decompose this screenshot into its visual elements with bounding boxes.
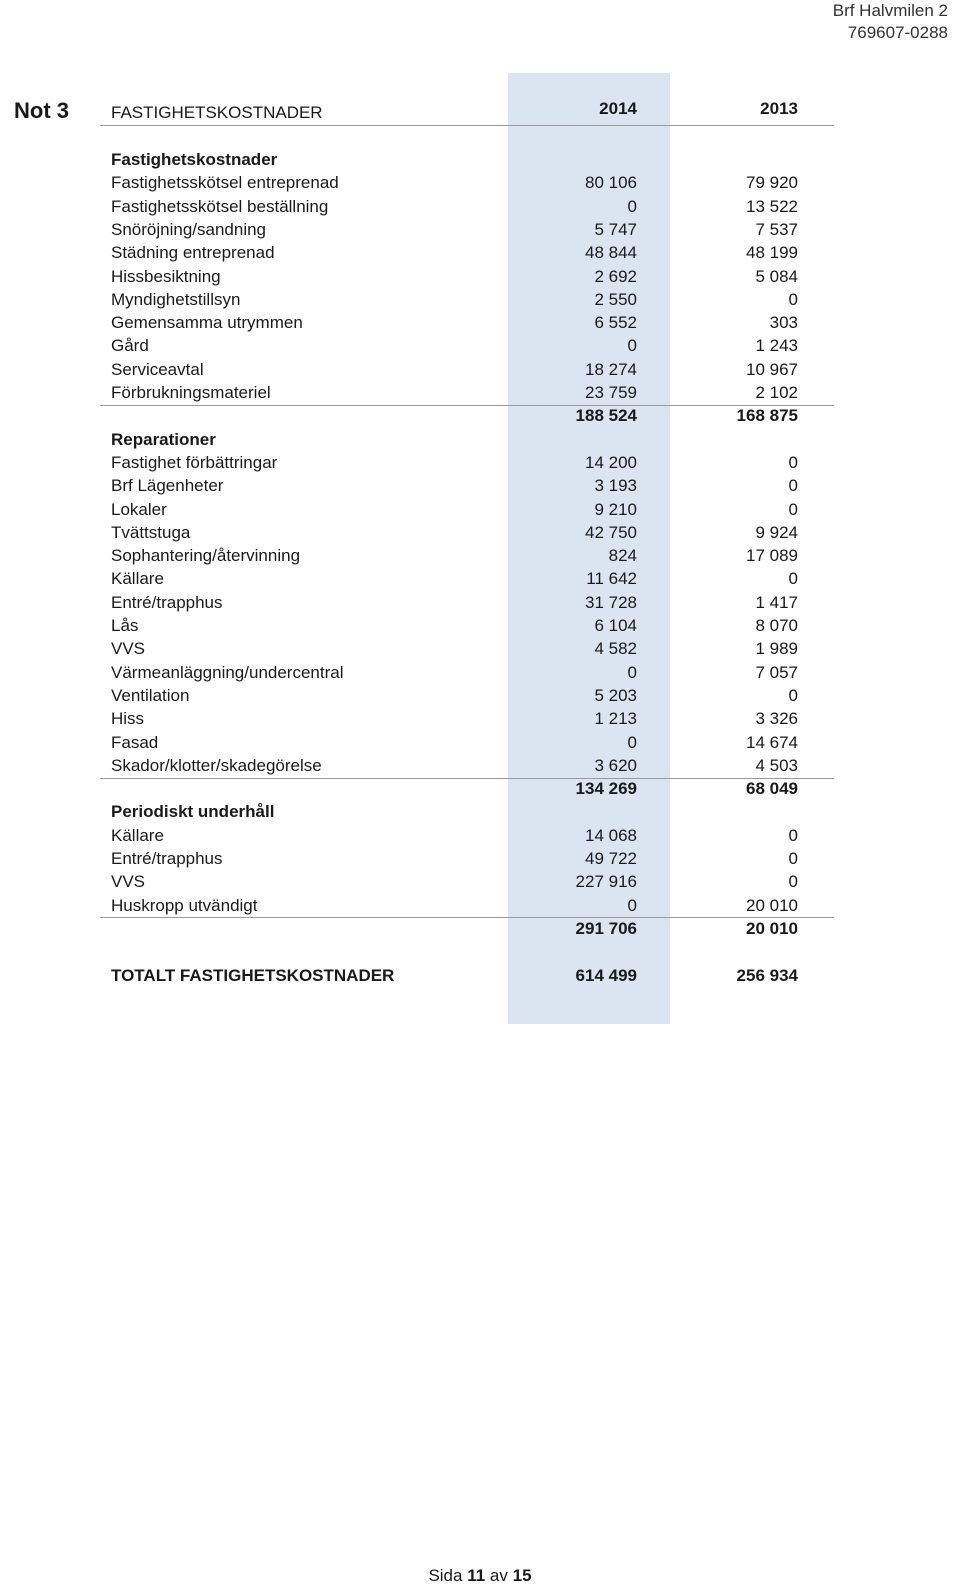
table-row [0, 521, 960, 545]
table-row [0, 428, 960, 452]
footer-prefix: Sida [428, 1566, 463, 1585]
table-row [0, 870, 960, 894]
org-name: Brf Halvmilen 2 [832, 1, 948, 20]
value-2013: 0 [788, 872, 798, 892]
table-row [0, 148, 960, 172]
table-row [0, 288, 960, 312]
table-row [0, 917, 960, 941]
value-2014: 11 642 [586, 569, 637, 589]
value-2013: 0 [788, 452, 798, 472]
value-2014: 0 [627, 895, 637, 915]
value-2013: 1 989 [755, 639, 798, 659]
value-2014: 6 104 [594, 616, 637, 635]
value-2014: 3 620 [594, 755, 637, 775]
value-2014: 2 550 [594, 289, 637, 309]
row-label: Entré/trapphus [111, 849, 223, 868]
value-2014: 0 [627, 732, 637, 752]
header-divider [100, 125, 834, 126]
table-row [0, 754, 960, 778]
value-2013: 48 199 [746, 243, 798, 263]
value-2014: 42 750 [585, 522, 637, 542]
row-label: Reparationer [111, 429, 216, 449]
table-row [0, 824, 960, 848]
page-footer [0, 1566, 960, 1586]
row-label: Lokaler [111, 499, 167, 519]
row-label: Brf Lägenheter [111, 476, 224, 496]
value-2013: 17 089 [746, 546, 798, 566]
value-2014: 14 068 [585, 825, 637, 845]
row-label: Serviceavtal [111, 359, 204, 379]
table-row [0, 614, 960, 638]
org-info [833, 0, 948, 44]
table-row [0, 404, 960, 428]
table-row [0, 241, 960, 265]
value-2014: 134 269 [575, 779, 637, 799]
value-2013: 20 010 [746, 918, 798, 938]
value-2013: 1 417 [755, 592, 798, 612]
row-label: Periodiskt underhåll [111, 802, 275, 822]
row-label: Fastighetsskötsel beställning [111, 196, 329, 216]
value-2013: 0 [788, 476, 798, 496]
value-2013: 168 875 [736, 406, 798, 426]
year-header-2014: 2014 [599, 99, 637, 118]
table-row [0, 218, 960, 242]
value-2014: 1 213 [594, 709, 637, 729]
row-label: Fastighetskostnader [111, 150, 278, 169]
row-label: Fasad [111, 732, 159, 752]
row-label: Huskropp utvändigt [111, 895, 258, 915]
value-2013: 3 326 [755, 709, 798, 729]
row-label: VVS [111, 639, 146, 659]
value-2014: 291 706 [575, 918, 637, 938]
row-label: VVS [111, 872, 146, 892]
table-row [0, 661, 960, 685]
row-label: Gemensamma utrymmen [111, 313, 303, 333]
value-2014: 4 582 [594, 639, 637, 659]
value-2014: 14 200 [585, 452, 637, 472]
table-row [0, 847, 960, 871]
value-2014: 31 728 [585, 592, 637, 612]
value-2014: 227 916 [575, 872, 637, 892]
table-row [0, 731, 960, 755]
footer-page: 11 [467, 1566, 486, 1585]
table-row [0, 358, 960, 382]
row-label: Ventilation [111, 685, 190, 705]
row-label: Tvättstuga [111, 522, 191, 542]
note-title: FASTIGHETSKOSTNADER [111, 103, 323, 122]
row-label: Lås [111, 616, 139, 635]
value-2013: 10 967 [746, 359, 798, 379]
row-label: Förbrukningsmateriel [111, 383, 271, 402]
value-2013: 0 [788, 849, 798, 868]
value-2013: 79 920 [746, 173, 798, 193]
value-2014: 188 524 [575, 406, 637, 426]
value-2014: 18 274 [585, 359, 637, 379]
row-label: Hiss [111, 709, 145, 729]
table-row [0, 544, 960, 568]
table-row [0, 591, 960, 615]
table-row [0, 894, 960, 918]
row-label: Myndighetstillsyn [111, 289, 241, 309]
note-label: Not 3 [14, 98, 69, 123]
value-2014: 614 499 [575, 965, 637, 985]
value-2014: 0 [627, 662, 637, 682]
row-label: Källare [111, 825, 164, 845]
footer-total: 15 [512, 1566, 532, 1585]
row-label: Fastighetsskötsel entreprenad [111, 173, 339, 193]
value-2013: 5 084 [755, 266, 798, 286]
row-label: Värmeanläggning/undercentral [111, 662, 344, 682]
value-2014: 80 106 [585, 173, 637, 193]
value-2013: 2 102 [755, 383, 798, 402]
row-label: TOTALT FASTIGHETSKOSTNADER [111, 965, 395, 985]
table-row [0, 171, 960, 195]
value-2014: 824 [608, 546, 637, 566]
value-2013: 1 243 [755, 336, 798, 356]
value-2014: 48 844 [585, 243, 637, 263]
value-2014: 49 722 [585, 849, 637, 868]
value-2013: 0 [788, 569, 798, 589]
row-label: Snöröjning/sandning [111, 219, 267, 239]
row-label: Gård [111, 336, 149, 356]
table-row [0, 498, 960, 522]
table-row [0, 334, 960, 358]
row-label: Städning entreprenad [111, 243, 275, 263]
org-number: 769607-0288 [847, 23, 948, 42]
row-label: Entré/trapphus [111, 592, 223, 612]
value-2013: 256 934 [736, 965, 798, 985]
table-row [0, 637, 960, 661]
value-2013: 0 [788, 825, 798, 845]
value-2013: 9 924 [755, 522, 798, 542]
value-2013: 20 010 [746, 895, 798, 915]
value-2013: 0 [788, 685, 798, 705]
value-2013: 4 503 [755, 755, 798, 775]
row-label: Sophantering/återvinning [111, 546, 301, 566]
value-2013: 8 070 [755, 616, 798, 635]
row-label: Skador/klotter/skadegörelse [111, 755, 322, 775]
row-label: Källare [111, 569, 164, 589]
table-row [0, 777, 960, 801]
value-2014: 5 747 [594, 219, 637, 239]
footer-middle: av [489, 1566, 508, 1585]
value-2013: 13 522 [746, 196, 798, 216]
table-row [0, 195, 960, 219]
row-label: Hissbesiktning [111, 266, 221, 286]
table-row [0, 474, 960, 498]
table-row [0, 940, 960, 964]
value-2013: 7 057 [755, 662, 798, 682]
value-2014: 23 759 [585, 383, 637, 402]
table-row [0, 964, 960, 988]
value-2013: 303 [769, 313, 798, 333]
table-row [0, 451, 960, 475]
table-row [0, 265, 960, 289]
value-2014: 6 552 [594, 313, 637, 333]
value-2013: 0 [788, 289, 798, 309]
value-2014: 2 692 [594, 266, 637, 286]
value-2013: 0 [788, 499, 798, 519]
table-row [0, 800, 960, 824]
table-row [0, 707, 960, 731]
value-2014: 0 [627, 336, 637, 356]
table-row [0, 567, 960, 591]
table-row [0, 684, 960, 708]
year-header-2013: 2013 [760, 99, 798, 118]
value-2013: 14 674 [746, 732, 798, 752]
value-2014: 0 [627, 196, 637, 216]
row-label: Fastighet förbättringar [111, 452, 278, 472]
table-row [0, 311, 960, 335]
table-row [0, 381, 960, 405]
value-2014: 9 210 [594, 499, 637, 519]
value-2013: 7 537 [755, 219, 798, 239]
value-2014: 3 193 [594, 476, 637, 496]
value-2014: 5 203 [594, 685, 637, 705]
value-2013: 68 049 [746, 779, 798, 799]
